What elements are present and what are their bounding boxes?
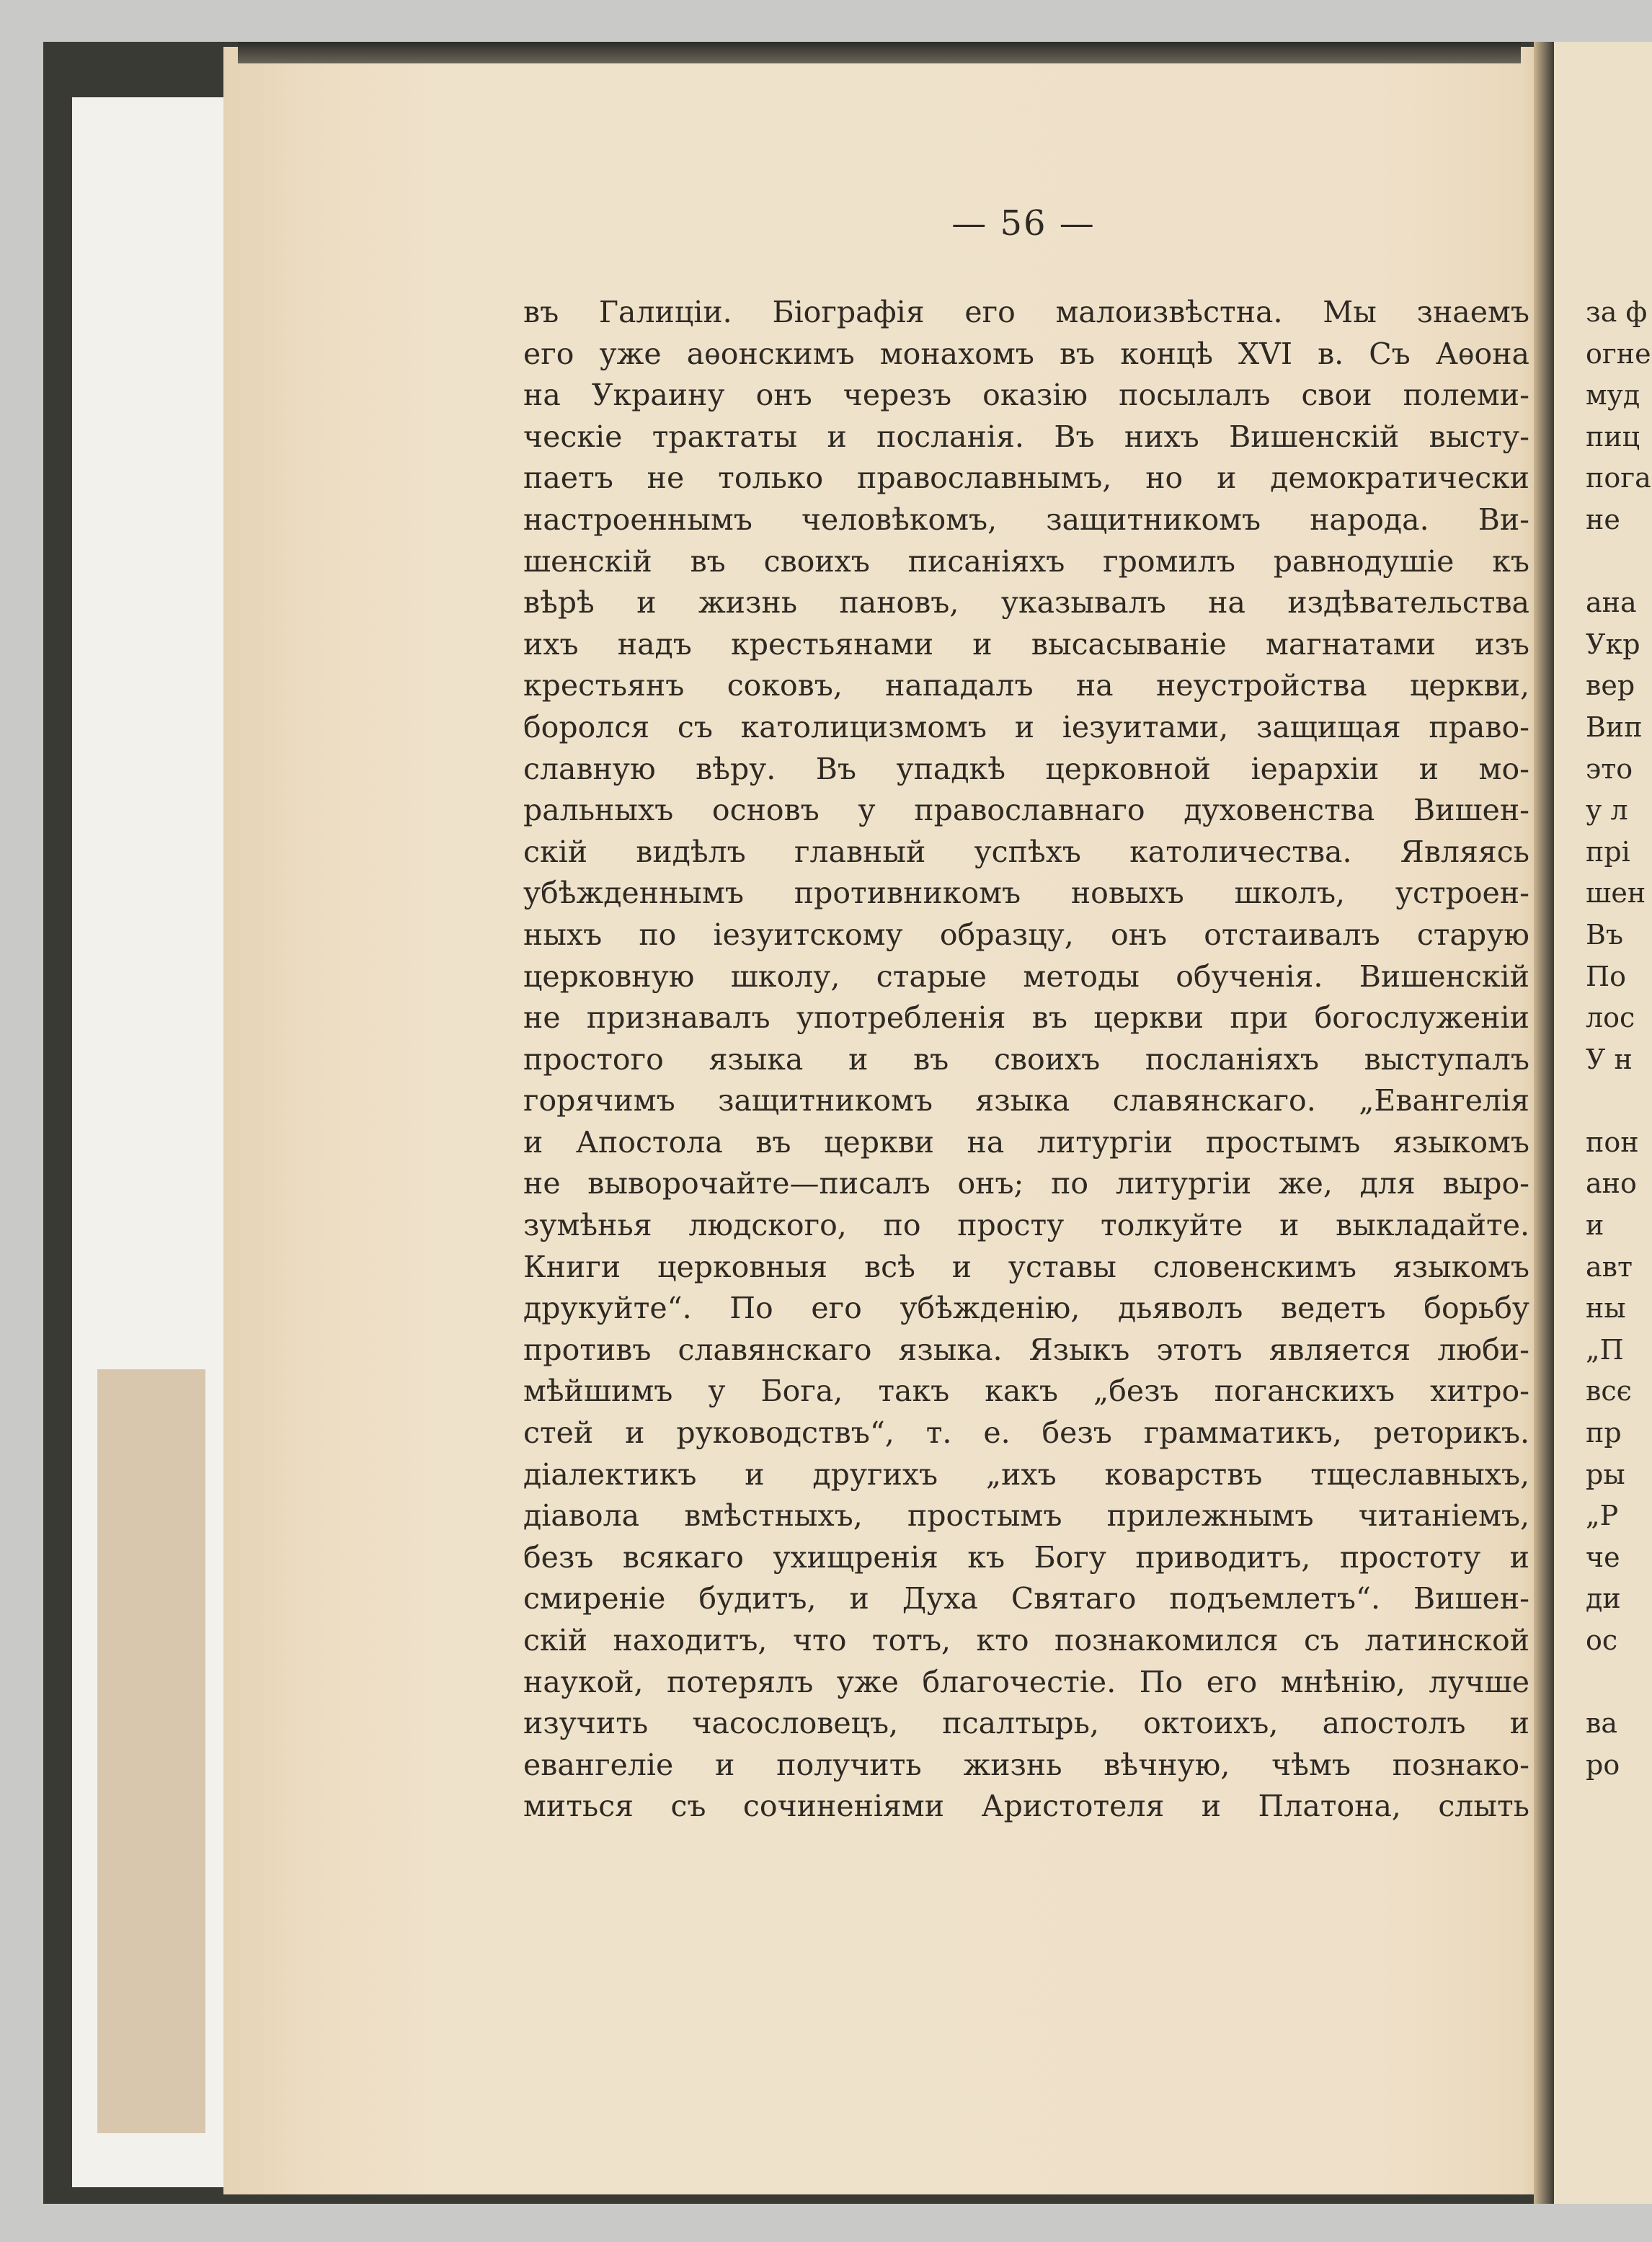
text-line: вѣрѣ и жизнь пановъ, указывалъ на издѣвательства xyxy=(523,585,1529,620)
text-line: его уже аѳонскимъ монахомъ въ концѣ XVI в. Съ Аѳона xyxy=(523,336,1529,371)
text-line: друкуйте“. По его убѣжденію, дьяволъ ведетъ борьбу xyxy=(523,1291,1529,1326)
next-page-fragment: Укр xyxy=(1586,628,1640,660)
text-line: безъ всякаго ухищренія къ Богу приводитъ, простоту и xyxy=(523,1539,1529,1575)
text-line: діавола вмѣстныхъ, простымъ прилежнымъ читаніемъ, xyxy=(523,1498,1529,1534)
next-page-fragment: всє xyxy=(1586,1375,1632,1407)
text-line: діалектикъ и другихъ „ихъ коварствъ тщеславныхъ, xyxy=(523,1456,1529,1492)
text-line: не выворочайте—писалъ онъ; по литургіи же, для выро- xyxy=(523,1166,1529,1201)
text-line: миться съ сочиненіями Аристотеля и Платона, слыть xyxy=(523,1789,1529,1824)
text-line: и Апостола въ церкви на литургіи простымъ языкомъ xyxy=(523,1124,1529,1160)
text-line: ихъ надъ крестьянами и высасываніе магнатами изъ xyxy=(523,626,1529,662)
next-page-fragment: ры xyxy=(1586,1458,1625,1490)
next-page-fragment: „П xyxy=(1586,1333,1624,1366)
body-text xyxy=(523,292,1529,1828)
text-line: ческіе трактаты и посланія. Въ нихъ Вишенскій высту- xyxy=(523,419,1529,454)
text-line: скій видѣлъ главный успѣхъ католичества. Являясь xyxy=(523,834,1529,869)
next-page-fragment: ди xyxy=(1586,1583,1621,1615)
next-page-fragment: че xyxy=(1586,1541,1620,1573)
text-line: евангеліе и получить жизнь вѣчную, чѣмъ познако- xyxy=(523,1747,1529,1782)
text-line: противъ славянскаго языка. Языкъ этотъ является люби- xyxy=(523,1332,1529,1367)
text-line: изучить часословецъ, псалтырь, октоихъ, апостолъ и xyxy=(523,1706,1529,1741)
next-page-fragment: По xyxy=(1586,960,1627,992)
text-line: боролся съ католицизмомъ и іезуитами, защищая право- xyxy=(523,709,1529,744)
next-page-fragment: вер xyxy=(1586,670,1635,702)
text-line: паетъ не только православнымъ, но и демократически xyxy=(523,461,1529,496)
next-page-fragment: пиц xyxy=(1586,420,1640,453)
text-line: церковную школу, старые методы обученія. Вишенскій xyxy=(523,958,1529,994)
next-page-fragment xyxy=(1586,1662,1652,1704)
next-page-fragment: муд xyxy=(1586,379,1640,412)
text-line: ральныхъ основъ у православнаго духовенства Вишен- xyxy=(523,793,1529,828)
next-page-fragment: у л xyxy=(1586,794,1628,827)
text-line: простого языка и въ своихъ посланіяхъ выступалъ xyxy=(523,1041,1529,1077)
next-page-fragment: ны xyxy=(1586,1292,1626,1325)
text-line: Книги церковныя всѣ и уставы словенскимъ языкомъ xyxy=(523,1249,1529,1284)
next-page-fragment xyxy=(1586,1080,1652,1122)
next-page-fragment: Въ xyxy=(1586,918,1624,951)
text-line: зумѣнья людского, по просту толкуйте и выкладайте. xyxy=(523,1208,1529,1243)
next-page-fragment: огне xyxy=(1586,337,1651,370)
page-top-rim xyxy=(238,42,1521,63)
next-page-fragment: пон xyxy=(1586,1126,1639,1158)
text-line: скій находитъ, что тотъ, кто познакомился съ латинской xyxy=(523,1623,1529,1658)
text-line: не признавалъ употребленія въ церкви при богослуженіи xyxy=(523,1000,1529,1036)
next-page-fragment: „Р xyxy=(1586,1500,1619,1532)
text-line: ныхъ по іезуитскому образцу, онъ отстаивалъ старую xyxy=(523,917,1529,952)
next-page-fragment: ро xyxy=(1586,1748,1620,1781)
next-page-fragment: прі xyxy=(1586,835,1630,868)
left-page-shadow xyxy=(97,1369,205,2133)
text-line: славную вѣру. Въ упадкѣ церковной іерархіи и мо- xyxy=(523,751,1529,786)
next-page-fragment xyxy=(1586,541,1652,583)
text-line: на Украину онъ черезъ оказію посылалъ свои полеми- xyxy=(523,378,1529,413)
page-number: — 56 — xyxy=(951,203,1096,244)
next-page-fragment: ва xyxy=(1586,1707,1618,1740)
text-line: крестьянъ соковъ, нападалъ на неустройства церкви, xyxy=(523,668,1529,703)
text-line: наукой, потерялъ уже благочестіе. По его мнѣнію, лучше xyxy=(523,1664,1529,1699)
book-gutter xyxy=(1534,42,1554,2204)
next-page-fragment: пр xyxy=(1586,1417,1622,1449)
text-line: мѣйшимъ у Бога, такъ какъ „безъ поганскихъ хитро- xyxy=(523,1374,1529,1409)
next-page-fragment: Вип xyxy=(1586,711,1643,743)
next-page-fragment: и xyxy=(1586,1209,1604,1242)
text-line: горячимъ защитникомъ языка славянскаго. „Евангелія xyxy=(523,1083,1529,1118)
next-page-fragment: шен xyxy=(1586,877,1646,909)
next-page-fragment: ано xyxy=(1586,1167,1637,1200)
next-page-fragment: ос xyxy=(1586,1624,1618,1656)
next-page-fragment: ана xyxy=(1586,587,1637,619)
text-line: въ Галиціи. Біографія его малоизвѣстна. Мы знаемъ xyxy=(523,295,1529,329)
next-page-fragment: это xyxy=(1586,752,1633,785)
next-page-fragment: за ф xyxy=(1586,296,1648,328)
next-page-fragment: пога xyxy=(1586,462,1651,494)
next-page-fragment: не xyxy=(1586,503,1620,535)
text-line: шенскій въ своихъ писаніяхъ громилъ равнодушіе къ xyxy=(523,543,1529,579)
next-page-fragment: У н xyxy=(1586,1043,1633,1075)
next-page-text xyxy=(1586,292,1652,1786)
text-line: стей и руководствъ“, т. е. безъ грамматикъ, реторикъ. xyxy=(523,1415,1529,1451)
next-page-fragment: лос xyxy=(1586,1002,1635,1034)
next-page-fragment: авт xyxy=(1586,1250,1633,1283)
text-line: смиреніе будитъ, и Духа Святаго подъемлетъ“. Вишен- xyxy=(523,1581,1529,1616)
text-line: настроеннымъ человѣкомъ, защитникомъ народа. Ви- xyxy=(523,502,1529,537)
text-line: убѣжденнымъ противникомъ новыхъ школъ, устроен- xyxy=(523,876,1529,911)
